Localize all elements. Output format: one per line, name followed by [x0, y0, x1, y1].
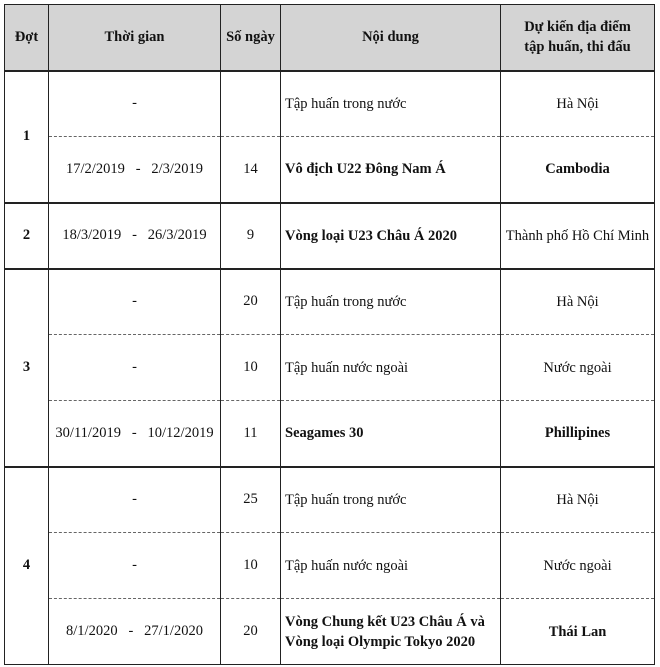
dot-cell: 3	[5, 269, 49, 467]
table-row	[5, 533, 655, 599]
place-cell: Hà Nội	[501, 71, 655, 137]
content-cell: Vô địch U22 Đông Nam Á	[281, 137, 501, 203]
place-cell: Nước ngoài	[501, 533, 655, 599]
content-cell: Tập huấn nước ngoài	[281, 533, 501, 599]
table-row	[5, 467, 655, 533]
content-cell: Vòng Chung kết U23 Châu Á và Vòng loại Olympic Tokyo 2020	[281, 599, 501, 665]
time-cell: 8/1/2020 - 27/1/2020	[49, 599, 221, 665]
header-row	[5, 5, 655, 71]
table-row	[5, 137, 655, 203]
time-cell: -	[49, 533, 221, 599]
header-place	[501, 5, 655, 71]
table-row	[5, 203, 655, 269]
place-cell: Thành phố Hồ Chí Minh	[501, 203, 655, 269]
days-cell: 14	[221, 137, 281, 203]
days-cell: 10	[221, 335, 281, 401]
header-dot: Đợt	[5, 5, 49, 71]
time-cell: -	[49, 335, 221, 401]
place-cell: Cambodia	[501, 137, 655, 203]
days-cell: 10	[221, 533, 281, 599]
place-cell: Nước ngoài	[501, 335, 655, 401]
table-row	[5, 71, 655, 137]
days-cell: 20	[221, 269, 281, 335]
table-row	[5, 269, 655, 335]
content-cell: Seagames 30	[281, 401, 501, 467]
days-cell: 20	[221, 599, 281, 665]
dot-cell: 2	[5, 203, 49, 269]
content-cell: Tập huấn trong nước	[281, 467, 501, 533]
time-cell: -	[49, 269, 221, 335]
time-cell: 17/2/2019 - 2/3/2019	[49, 137, 221, 203]
training-schedule-table	[4, 4, 655, 665]
time-cell: -	[49, 71, 221, 137]
dot-cell: 4	[5, 467, 49, 665]
time-cell: -	[49, 467, 221, 533]
time-cell: 30/11/2019 - 10/12/2019	[49, 401, 221, 467]
table-row	[5, 335, 655, 401]
header-content: Nội dung	[281, 5, 501, 71]
days-cell	[221, 71, 281, 137]
table-row	[5, 599, 655, 665]
header-place-line2: tập huấn, thi đấu	[524, 39, 631, 56]
place-cell: Thái Lan	[501, 599, 655, 665]
content-cell: Vòng loại U23 Châu Á 2020	[281, 203, 501, 269]
time-cell: 18/3/2019 - 26/3/2019	[49, 203, 221, 269]
dot-cell: 1	[5, 71, 49, 203]
content-cell: Tập huấn nước ngoài	[281, 335, 501, 401]
header-days: Số ngày	[221, 5, 281, 71]
days-cell: 25	[221, 467, 281, 533]
days-cell: 9	[221, 203, 281, 269]
place-cell: Phillipines	[501, 401, 655, 467]
place-cell: Hà Nội	[501, 269, 655, 335]
place-cell: Hà Nội	[501, 467, 655, 533]
table-row	[5, 401, 655, 467]
header-time: Thời gian	[49, 5, 221, 71]
header-place-line1: Dự kiến địa điểm	[524, 19, 631, 36]
content-cell: Tập huấn trong nước	[281, 269, 501, 335]
days-cell: 11	[221, 401, 281, 467]
content-cell: Tập huấn trong nước	[281, 71, 501, 137]
